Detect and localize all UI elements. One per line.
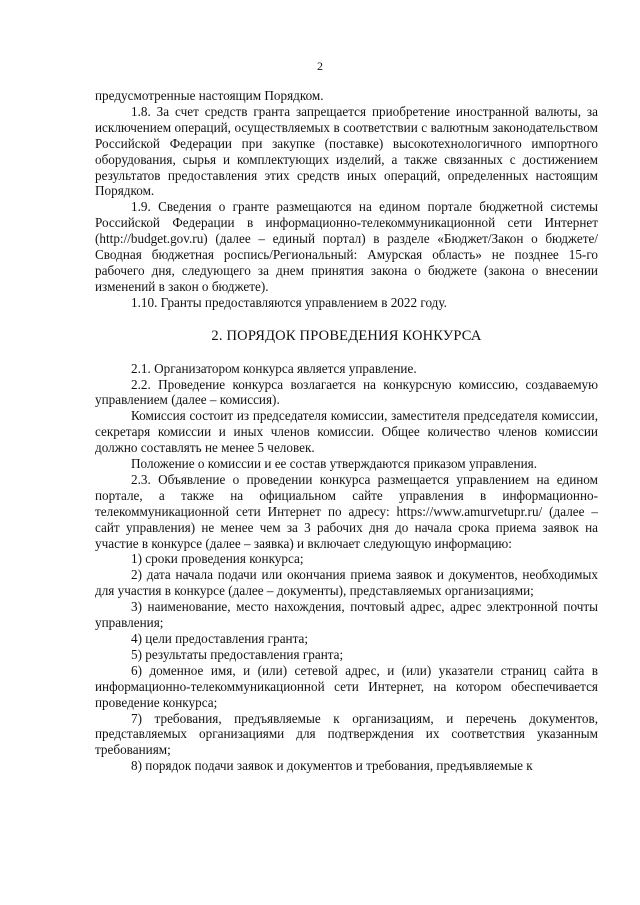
- list-item: 8) порядок подачи заявок и документов и требования, предъявляемые к: [131, 758, 533, 774]
- paragraph-1-10: 1.10. Гранты предоставляются управлением в 2022 году.: [131, 294, 447, 310]
- paragraph-2-1: 2.1. Организатором конкурса является управление.: [131, 360, 417, 376]
- list-item: 6) доменное имя, и (или) сетевой адрес, и (или) указатели страниц сайта в информационно-телекоммуникационной сети Интернет, на котором обеспечивается проведение конкурса;: [95, 662, 598, 710]
- list-item: 5) результаты предоставления гранта;: [131, 646, 344, 662]
- document-body: [95, 88, 598, 774]
- list-item: 4) цели предоставления гранта;: [131, 631, 309, 646]
- paragraph-2-3: 2.3. Объявление о проведении конкурса размещается управлением на едином портале, а также на официальном сайте управления в информационно-телекоммуникационной сети Интернет по адресу: https://www.amurvetupr.ru/ (далее – сайт управления) не менее чем за 3 рабочих дня до начала срока приема заявок на участие в конкурсе (далее – заявка) и включает следующую информацию:: [95, 471, 598, 551]
- page-number: 2: [317, 59, 323, 73]
- paragraph-1-8: 1.8. За счет средств гранта запрещается приобретение иностранной валюты, за исключением операций, осуществляемых в соответствии с валютным законодательством Российской Федерации при закупке (поставке) высокотехнологичного импортного оборудования, сырья и комплектующих изделий, а также связанных с достижением результатов предоставления этих средств иных операций, определенных настоящим Порядком.: [95, 103, 598, 199]
- paragraph-2-2: 2.2. Проведение конкурса возлагается на конкурсную комиссию, создаваемую управлением (далее – комиссия).: [95, 376, 598, 408]
- list-item: 3) наименование, место нахождения, почтовый адрес, адрес электронной почты управления;: [95, 599, 598, 631]
- section-heading: 2. ПОРЯДОК ПРОВЕДЕНИЯ КОНКУРСА: [211, 327, 482, 344]
- paragraph-commission-composition: Комиссия состоит из председателя комиссии, заместителя председателя комиссии, секретаря комиссии и иных членов комиссии. Общее количество членов комиссии должно составлять не менее 5 человек.: [95, 408, 598, 456]
- list-item: 2) дата начала подачи или окончания приема заявок и документов, необходимых для участия в конкурсе (далее – документы), представляемых организациями;: [95, 567, 598, 599]
- paragraph-continuation: предусмотренные настоящим Порядком.: [95, 88, 324, 103]
- paragraph-commission-regulation: Положение о комиссии и ее состав утверждаются приказом управления.: [131, 456, 538, 472]
- list-item: 1) сроки проведения конкурса;: [131, 551, 304, 567]
- list-item: 7) требования, предъявляемые к организациям, и перечень документов, представляемых организациями для подтверждения их соответствия указанным требованиям;: [95, 710, 598, 758]
- paragraph-1-9: 1.9. Сведения о гранте размещаются на едином портале бюджетной системы Российской Федерации в информационно-телекоммуникационной сети Интернет (http://budget.gov.ru) (далее – единый портал) в разделе «Бюджет/Закон о бюджете/Сводная бюджетная роспись/Региональный: Амурская область» не позднее 15-го рабочего дня, следующего за днем принятия закона о бюджете (закона о внесении изменений в закон о бюджете).: [95, 199, 598, 294]
